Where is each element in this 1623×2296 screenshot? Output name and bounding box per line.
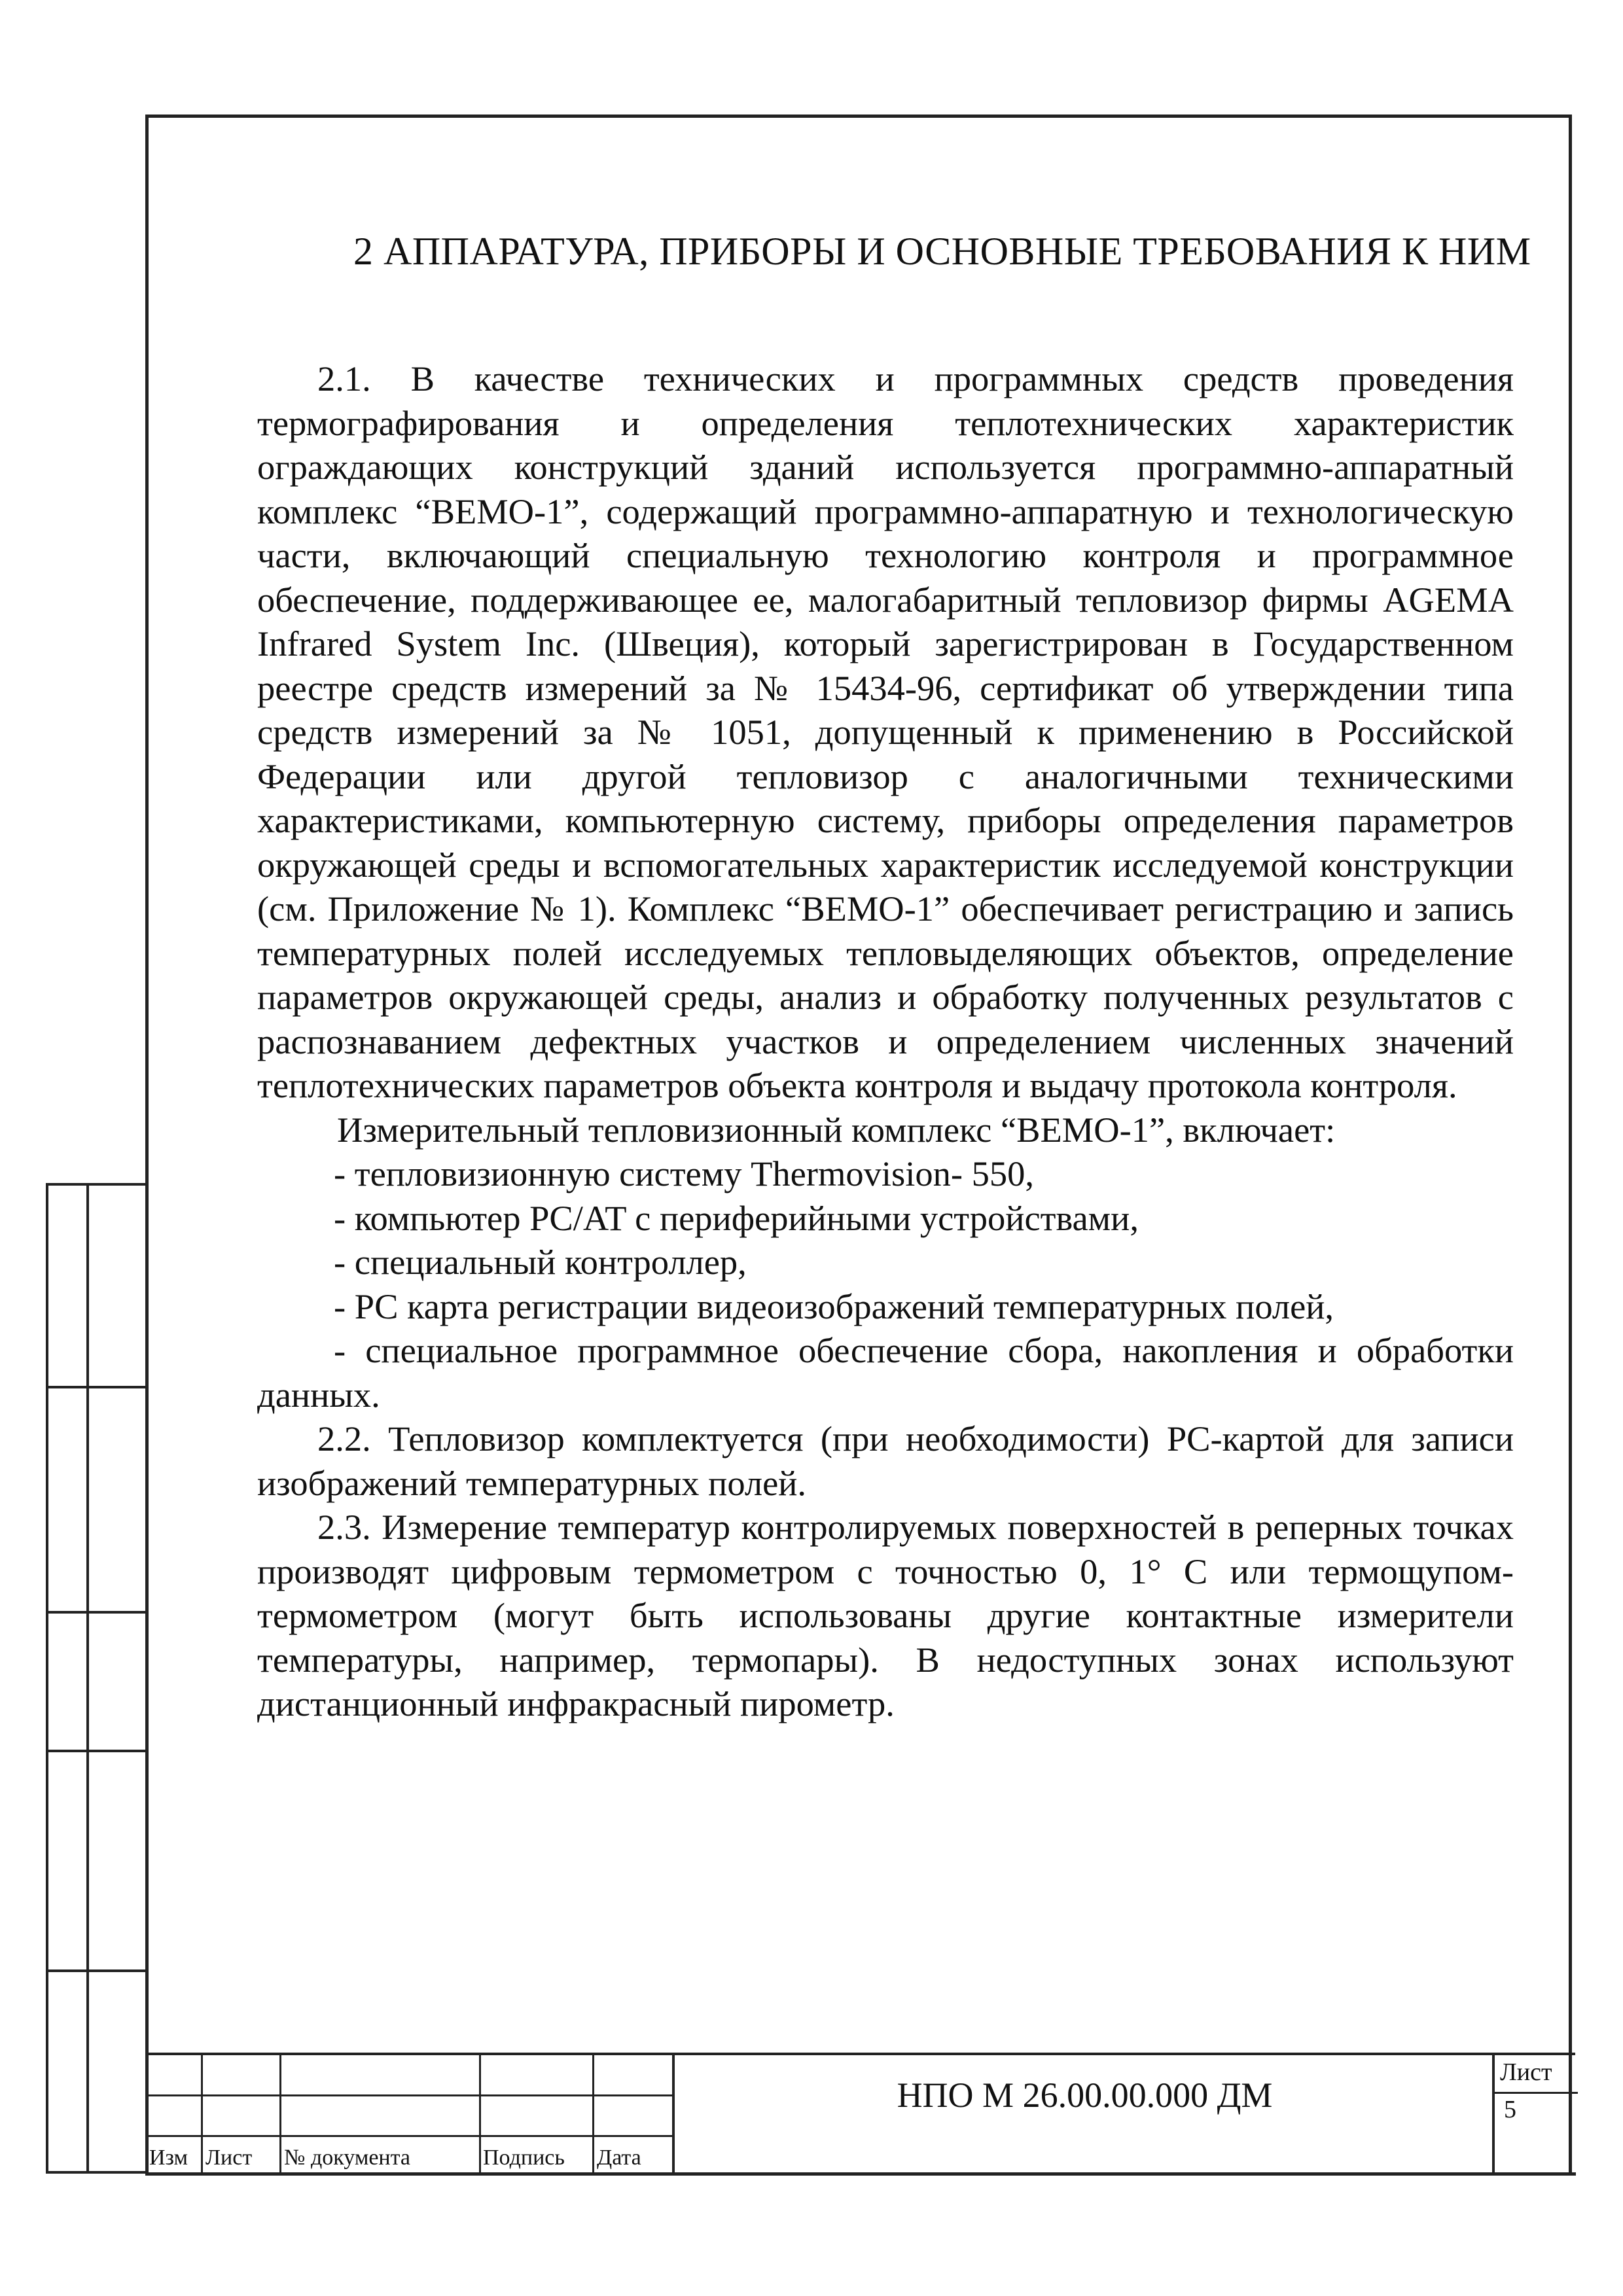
grid-col-line [479, 2055, 481, 2174]
grid-col-line [201, 2055, 203, 2174]
label-date: Дата [597, 2146, 641, 2170]
list-item: - специальное программное обеспечение сбора, накопления и обработки данных. [257, 1330, 1514, 1415]
label-signature: Подпись [483, 2146, 565, 2170]
side-stamp-row-line [48, 1386, 146, 1388]
side-stamp-row-line [48, 1611, 146, 1614]
body-text [257, 357, 1514, 1726]
title-block-document [672, 2053, 1492, 2174]
label-doc-no: № документа [284, 2146, 410, 2170]
list-item: - PC карта регистрации видеоизображений температурных полей, [334, 1286, 1334, 1326]
title-block-sheet [1492, 2053, 1575, 2174]
side-stamp-divider [86, 1186, 89, 2171]
list-item: - тепловизионную систему Thermovision- 550, [334, 1154, 1034, 1193]
sheet-label: Лист [1500, 2058, 1552, 2086]
complex-intro: Измерительный тепловизионный комплекс “ВЕМО-1”, включает: [337, 1109, 1336, 1150]
grid-col-line [279, 2055, 281, 2174]
side-stamp [46, 1183, 149, 2174]
list-item: - компьютер PC/AT с периферийными устройствами, [334, 1197, 1139, 1238]
side-stamp-row-line [48, 1969, 146, 1972]
paragraph-2-3: 2.3. Измерение температур контролируемых поверхностей в реперных точках производят цифровым термометром с точностью 0, 1° С или термощупом-термометром (могут быть использованы другие контактные измерители температуры, например, термопары). В недоступных зонах используют дистанционный инфракрасный пирометр. [257, 1507, 1514, 1723]
sheet-number: 5 [1504, 2096, 1516, 2123]
label-list: Лист [205, 2146, 253, 2170]
paragraph-2-2: 2.2. Тепловизор комплектуется (при необходимости) PC-картой для записи изображений температурных полей. [257, 1419, 1514, 1503]
list-item: - специальный контроллер, [334, 1242, 747, 1282]
paragraph-2-1: 2.1. В качестве технических и программных средств проведения термографирования и определения теплотехнических характеристик ограждающих конструкций зданий используется программно-аппаратный комплекс “ВЕМО-1”, содержащий программно-аппаратную и технологическую части, включающий специальную технологию контроля и программное обеспечение, поддерживающее ее, малогабаритный тепловизор фирмы AGEMA Infrared System Inc. (Швеция), который зарегистрирован в Государственном реестре средств измерений за № 15434-96, сертификат об утверждении типа средств измерений за № 1051, допущенный к применению в Российской Федерации или другой тепловизор с аналогичными техническими характеристиками, компьютерную систему, приборы определения параметров окружающей среды и вспомогательных характеристик исследуемой конструкции (см. Приложение № 1). Комплекс “ВЕМО-1” обеспечивает регистрацию и запись температурных полей исследуемых тепловыделяющих объектов, определение параметров окружающей среды, анализ и обработку полученных результатов с распознаванием дефектных участков и определением численных значений теплотехнических параметров объекта контроля и выдачу протокола контроля. [257, 359, 1514, 1105]
section-heading: 2 АППАРАТУРА, ПРИБОРЫ И ОСНОВНЫЕ ТРЕБОВАНИЯ К НИМ [353, 230, 1531, 273]
document-code: НПО М 26.00.00.000 ДМ [897, 2075, 1273, 2115]
sheet-number-box [1495, 2092, 1578, 2177]
side-stamp-row-line [48, 1750, 146, 1752]
label-izm: Изм [149, 2146, 188, 2170]
title-block-grid [145, 2053, 672, 2174]
grid-col-line [592, 2055, 594, 2174]
